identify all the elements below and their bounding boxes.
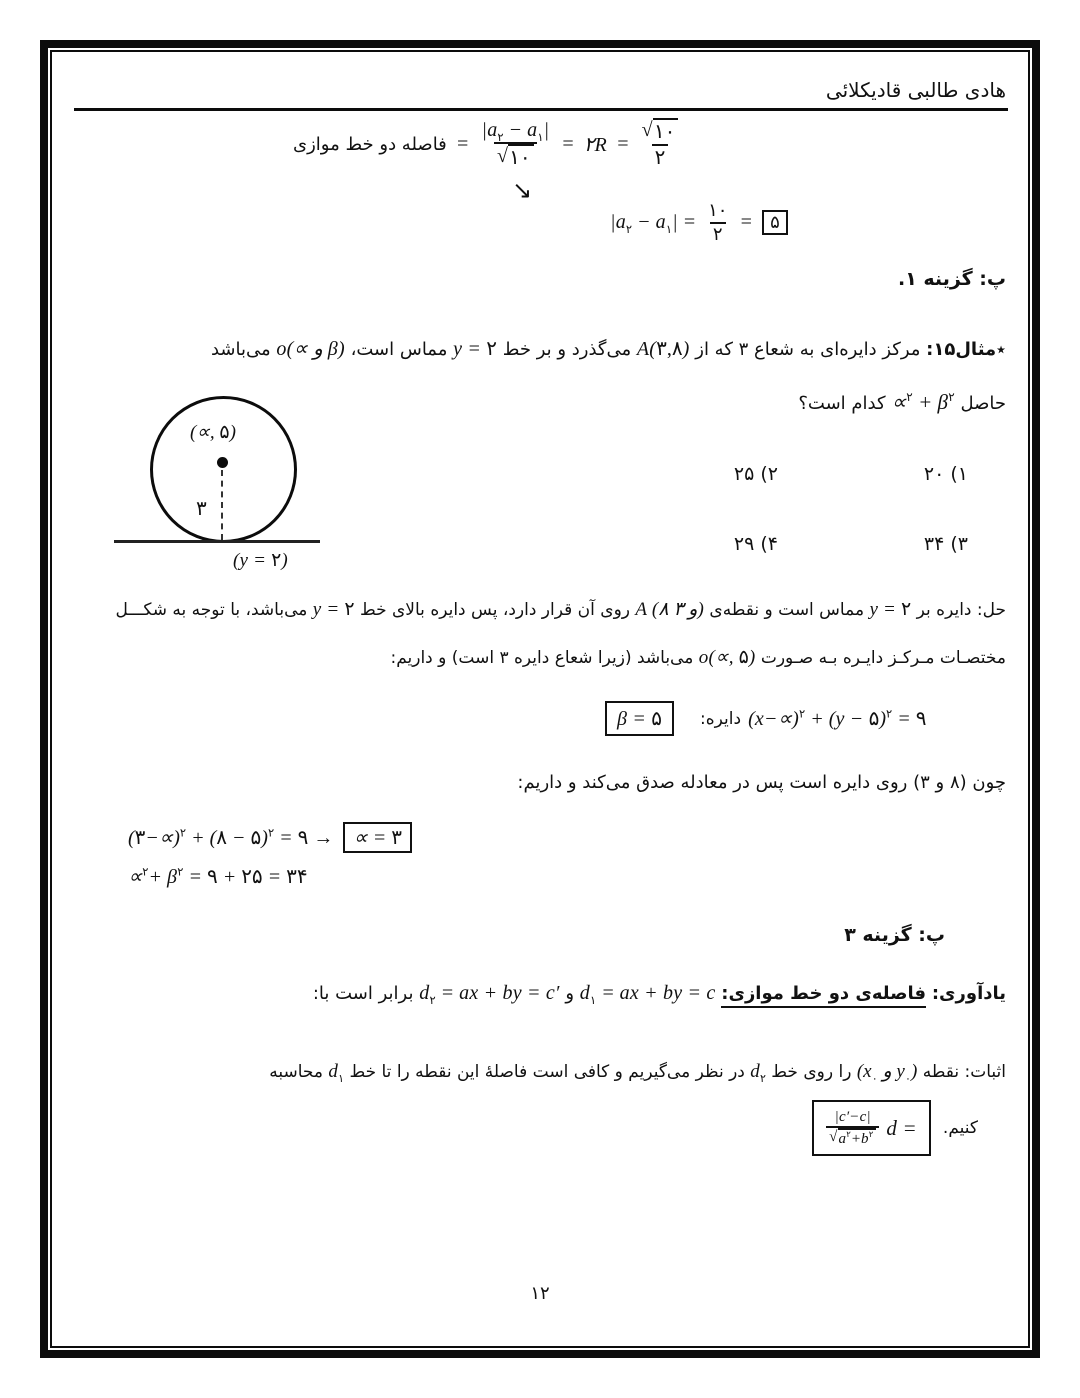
superscript: ۲ bbox=[846, 1129, 851, 1139]
radicand bbox=[838, 1128, 877, 1148]
math-token: ۹ bbox=[297, 827, 309, 849]
formula-label: فاصله دو خط موازی bbox=[293, 133, 447, 155]
math-token: d bbox=[328, 1061, 339, 1082]
subscript: ۱ bbox=[665, 223, 673, 237]
proof-text: در نظر می‌گیریم و کافی است فاصلهٔ این نقطه را تا خط bbox=[349, 1062, 745, 1082]
math-token: − a bbox=[632, 211, 666, 234]
circle-label: دایره: bbox=[700, 708, 742, 729]
subscript: ۰ bbox=[905, 1072, 911, 1085]
header-rule bbox=[74, 108, 1008, 111]
math-token: d bbox=[419, 982, 430, 1004]
page-number: ۱۲ bbox=[530, 1283, 550, 1304]
math-token: ۲۵ bbox=[241, 866, 263, 888]
math-token: d bbox=[579, 982, 590, 1004]
math-token: (∝, bbox=[190, 422, 220, 443]
math-token: o(∝, bbox=[698, 647, 739, 668]
line-y-equals-2 bbox=[313, 599, 355, 620]
circle-center-dot bbox=[217, 457, 228, 468]
boxed-alpha-equals-3 bbox=[343, 822, 412, 853]
tangent-line bbox=[114, 540, 320, 543]
d-equals: d = bbox=[886, 1115, 917, 1140]
radical-sign: √ bbox=[641, 119, 653, 141]
solution-text: می‌باشد (زیرا شعاع دایره ۳ است) و داریم: bbox=[390, 648, 694, 668]
alpha2-plus-beta2 bbox=[891, 390, 954, 414]
answer-option-3: پ: گزینه ۳ bbox=[844, 924, 945, 946]
math-token: ) bbox=[229, 422, 236, 443]
example-heading: ٭مثال۱۵: bbox=[926, 339, 1006, 360]
radical-sign: √ bbox=[496, 145, 509, 167]
math-token: ∝ bbox=[891, 390, 907, 414]
radicand: ۱۰ bbox=[653, 118, 678, 144]
math-token: +b bbox=[850, 1131, 869, 1147]
fraction bbox=[639, 118, 682, 170]
point-x0-y0 bbox=[856, 1061, 918, 1085]
math-token: و y bbox=[877, 1061, 906, 1082]
point-a-coordinates bbox=[637, 338, 690, 360]
math-token: ۵ bbox=[250, 827, 262, 849]
solution-line-2 bbox=[390, 646, 1006, 669]
math-token: = bbox=[274, 827, 298, 849]
statement-text: می‌گذرد و بر خط bbox=[502, 339, 632, 360]
superscript: ۲ bbox=[179, 826, 187, 840]
result-equation bbox=[128, 864, 308, 889]
question-text: حاصل bbox=[960, 393, 1006, 414]
math-token: ( bbox=[128, 827, 135, 849]
equals-sign: = bbox=[561, 132, 575, 155]
math-token: + (y − bbox=[805, 708, 869, 730]
tangent-label bbox=[233, 549, 288, 572]
conclusion-text: کنیم. bbox=[942, 1118, 978, 1138]
boxed-beta-equals-5 bbox=[605, 701, 674, 736]
two-r-term: ۲R bbox=[583, 133, 607, 156]
circle-equation-row bbox=[605, 701, 927, 736]
solution-text: روی آن قرار دارد، پس دایره بالای خط bbox=[359, 600, 630, 620]
arrow-down-right-icon: ↘ bbox=[512, 176, 533, 204]
math-token: + bbox=[217, 866, 242, 888]
a-difference-result bbox=[610, 200, 788, 245]
math-token: = bbox=[892, 708, 916, 730]
math-token: β = bbox=[617, 708, 652, 730]
math-token: ۵ bbox=[868, 708, 880, 730]
math-token: ۸ bbox=[216, 827, 228, 849]
fraction-numerator: ۱۰ bbox=[708, 200, 728, 221]
option-3: ۳) ۳۴ bbox=[923, 533, 968, 555]
math-token: (y = bbox=[233, 550, 272, 571]
question-line bbox=[798, 390, 1006, 415]
subscript: ۲ bbox=[497, 131, 504, 144]
radius-dashed-line bbox=[221, 470, 223, 540]
reminder-line bbox=[313, 982, 1006, 1005]
solution-line-1 bbox=[116, 598, 1006, 621]
question-text: کدام است؟ bbox=[798, 393, 886, 414]
reminder-text: برابر است با: bbox=[312, 983, 414, 1004]
superscript: ۲ bbox=[177, 865, 184, 879]
math-token: ۳ bbox=[391, 827, 402, 849]
conjunction: و bbox=[565, 983, 575, 1004]
math-token: ۲ bbox=[486, 338, 498, 360]
option-2: ۲) ۲۵ bbox=[733, 463, 778, 485]
fraction bbox=[705, 200, 730, 245]
math-token: ۲ bbox=[901, 599, 912, 620]
math-token: ) bbox=[281, 550, 288, 571]
math-token: ) bbox=[682, 338, 690, 360]
circle-equation bbox=[700, 706, 927, 731]
math-token: −∝) bbox=[145, 827, 180, 849]
math-token: + β bbox=[912, 390, 949, 414]
math-token: ۹ bbox=[206, 866, 218, 888]
subscript: ۲ bbox=[759, 1072, 766, 1085]
math-token: ۳ bbox=[134, 827, 146, 849]
math-token: + ( bbox=[186, 827, 217, 849]
superscript: ۲ bbox=[799, 707, 806, 721]
d1-symbol bbox=[328, 1061, 345, 1085]
math-token: (x bbox=[856, 1061, 872, 1082]
math-token: a bbox=[838, 1131, 847, 1147]
math-token: ) bbox=[879, 708, 887, 730]
math-token: → bbox=[308, 827, 334, 849]
equals-sign: = bbox=[739, 211, 754, 234]
subscript: ۱ bbox=[537, 131, 544, 144]
math-token: = ax + by = c′ bbox=[435, 982, 560, 1004]
fraction bbox=[479, 118, 553, 170]
math-token: |a bbox=[610, 211, 626, 234]
subscript: ۲ bbox=[625, 223, 633, 237]
equals-sign: = bbox=[615, 132, 630, 155]
left-hand-side bbox=[610, 211, 697, 237]
superscript: ۲ bbox=[868, 1129, 874, 1139]
solution-text: حل: دایره بر bbox=[916, 600, 1006, 620]
math-token: ∝ = bbox=[353, 827, 392, 849]
center-o-alpha-beta: o(∝ و β) bbox=[276, 338, 345, 360]
math-token: ۵ bbox=[651, 708, 663, 730]
reminder-topic-underlined: فاصله‌ی دو خط موازی: bbox=[721, 983, 926, 1008]
math-token: ) bbox=[261, 827, 268, 849]
subscript: ۲ bbox=[429, 994, 436, 1007]
math-token: ) bbox=[748, 647, 756, 668]
math-token: = bbox=[262, 866, 287, 888]
math-token: (x−∝) bbox=[748, 708, 800, 730]
fraction bbox=[826, 1108, 879, 1148]
math-token: | bbox=[543, 119, 550, 141]
proof-line bbox=[269, 1060, 1006, 1083]
superscript: ۲ bbox=[906, 390, 913, 404]
distance-formula bbox=[293, 118, 681, 170]
superscript: ۲ bbox=[886, 707, 893, 721]
math-token: ۲ bbox=[271, 550, 282, 571]
superscript: ۲ bbox=[142, 865, 149, 879]
math-token: ۵ bbox=[738, 647, 749, 668]
line-d2-equation bbox=[419, 982, 560, 1007]
answer-option-1: پ: گزینه ۱. bbox=[897, 268, 1006, 290]
superscript: ۲ bbox=[267, 826, 275, 840]
math-token: ۹ bbox=[915, 708, 927, 730]
math-token: ۳۴ bbox=[286, 866, 308, 888]
radius-label: ۳ bbox=[196, 496, 207, 520]
statement-text: می‌باشد bbox=[210, 339, 271, 360]
equation bbox=[128, 866, 308, 888]
author-name: هادی طالبی قادیکلائی bbox=[825, 78, 1006, 102]
solution-text: مماس است و نقطه‌ی bbox=[709, 600, 865, 620]
math-token: | = bbox=[672, 211, 697, 234]
math-token: ) bbox=[910, 1061, 918, 1082]
circle-shape bbox=[150, 396, 297, 543]
math-token: y = bbox=[869, 599, 902, 620]
fraction-denominator bbox=[494, 142, 537, 170]
math-token: y = bbox=[312, 599, 345, 620]
reminder-heading: یادآوری: bbox=[931, 983, 1006, 1004]
subscript: ۱ bbox=[338, 1072, 345, 1085]
math-token: ۳,۸ bbox=[656, 338, 683, 360]
radical-sign: √ bbox=[829, 1129, 838, 1145]
fraction-denominator: ۲ bbox=[652, 144, 669, 170]
fraction-numerator: |c′−c| bbox=[834, 1109, 871, 1125]
proof-text: محاسبه bbox=[269, 1062, 324, 1082]
equals-sign: = bbox=[455, 132, 470, 155]
math-token: ∝ bbox=[128, 866, 143, 888]
fraction-numerator bbox=[639, 118, 682, 144]
math-token: = bbox=[183, 866, 207, 888]
conclusion-row bbox=[812, 1100, 978, 1156]
math-token: − a bbox=[503, 119, 538, 141]
math-token: ۲ bbox=[344, 599, 355, 620]
math-token: |a bbox=[481, 119, 498, 141]
substitution-equation bbox=[128, 822, 412, 853]
math-token: y = bbox=[453, 338, 487, 360]
proof-text: را روی خط bbox=[771, 1062, 852, 1082]
statement-text: مرکز دایره‌ای به شعاع ۳ که از bbox=[695, 339, 921, 360]
boxed-answer-5: ۵ bbox=[762, 210, 788, 235]
fraction-denominator: ۲ bbox=[710, 222, 726, 246]
line-d1-equation bbox=[579, 982, 716, 1007]
d2-symbol bbox=[750, 1061, 766, 1085]
since-line: چون (۸ و ۳) روی دایره است پس در معادله صدق می‌کند و داریم: bbox=[517, 772, 1006, 793]
equation bbox=[128, 825, 333, 850]
option-1: ۱) ۲۰ bbox=[923, 463, 968, 485]
line-y-equals-2 bbox=[869, 599, 911, 620]
example-15-statement bbox=[211, 336, 1006, 361]
statement-text: مماس است، bbox=[350, 339, 448, 360]
tangent-line-equation bbox=[453, 338, 497, 360]
fraction-denominator bbox=[826, 1126, 879, 1148]
center-o-alpha-5 bbox=[699, 647, 756, 668]
math-token: = ax + by = c bbox=[596, 982, 716, 1004]
page-border-frame bbox=[40, 40, 1040, 1358]
superscript: ۲ bbox=[948, 390, 955, 404]
solution-text: مختصـات مـرکـز دایـره بـه صـورت bbox=[760, 648, 1006, 668]
radicand: ۱۰ bbox=[508, 144, 533, 170]
math-token: ۵ bbox=[219, 422, 230, 443]
equation bbox=[748, 706, 926, 731]
subscript: ۱ bbox=[589, 994, 597, 1007]
math-token: A( bbox=[636, 338, 657, 360]
solution-text: می‌باشد، با توجه به شکـــل bbox=[115, 600, 308, 620]
fraction-numerator bbox=[479, 118, 553, 142]
math-token: − bbox=[227, 827, 251, 849]
boxed-distance-formula bbox=[812, 1100, 931, 1156]
option-4: ۴) ۲۹ bbox=[733, 533, 778, 555]
point-a-coordinates: A (۸ و ۳) bbox=[635, 599, 704, 620]
math-token: + β bbox=[148, 866, 178, 888]
center-label bbox=[190, 421, 236, 444]
subscript: ۰ bbox=[871, 1072, 878, 1085]
math-token: d bbox=[750, 1061, 760, 1082]
proof-text: اثبات: نقطه bbox=[922, 1062, 1006, 1082]
